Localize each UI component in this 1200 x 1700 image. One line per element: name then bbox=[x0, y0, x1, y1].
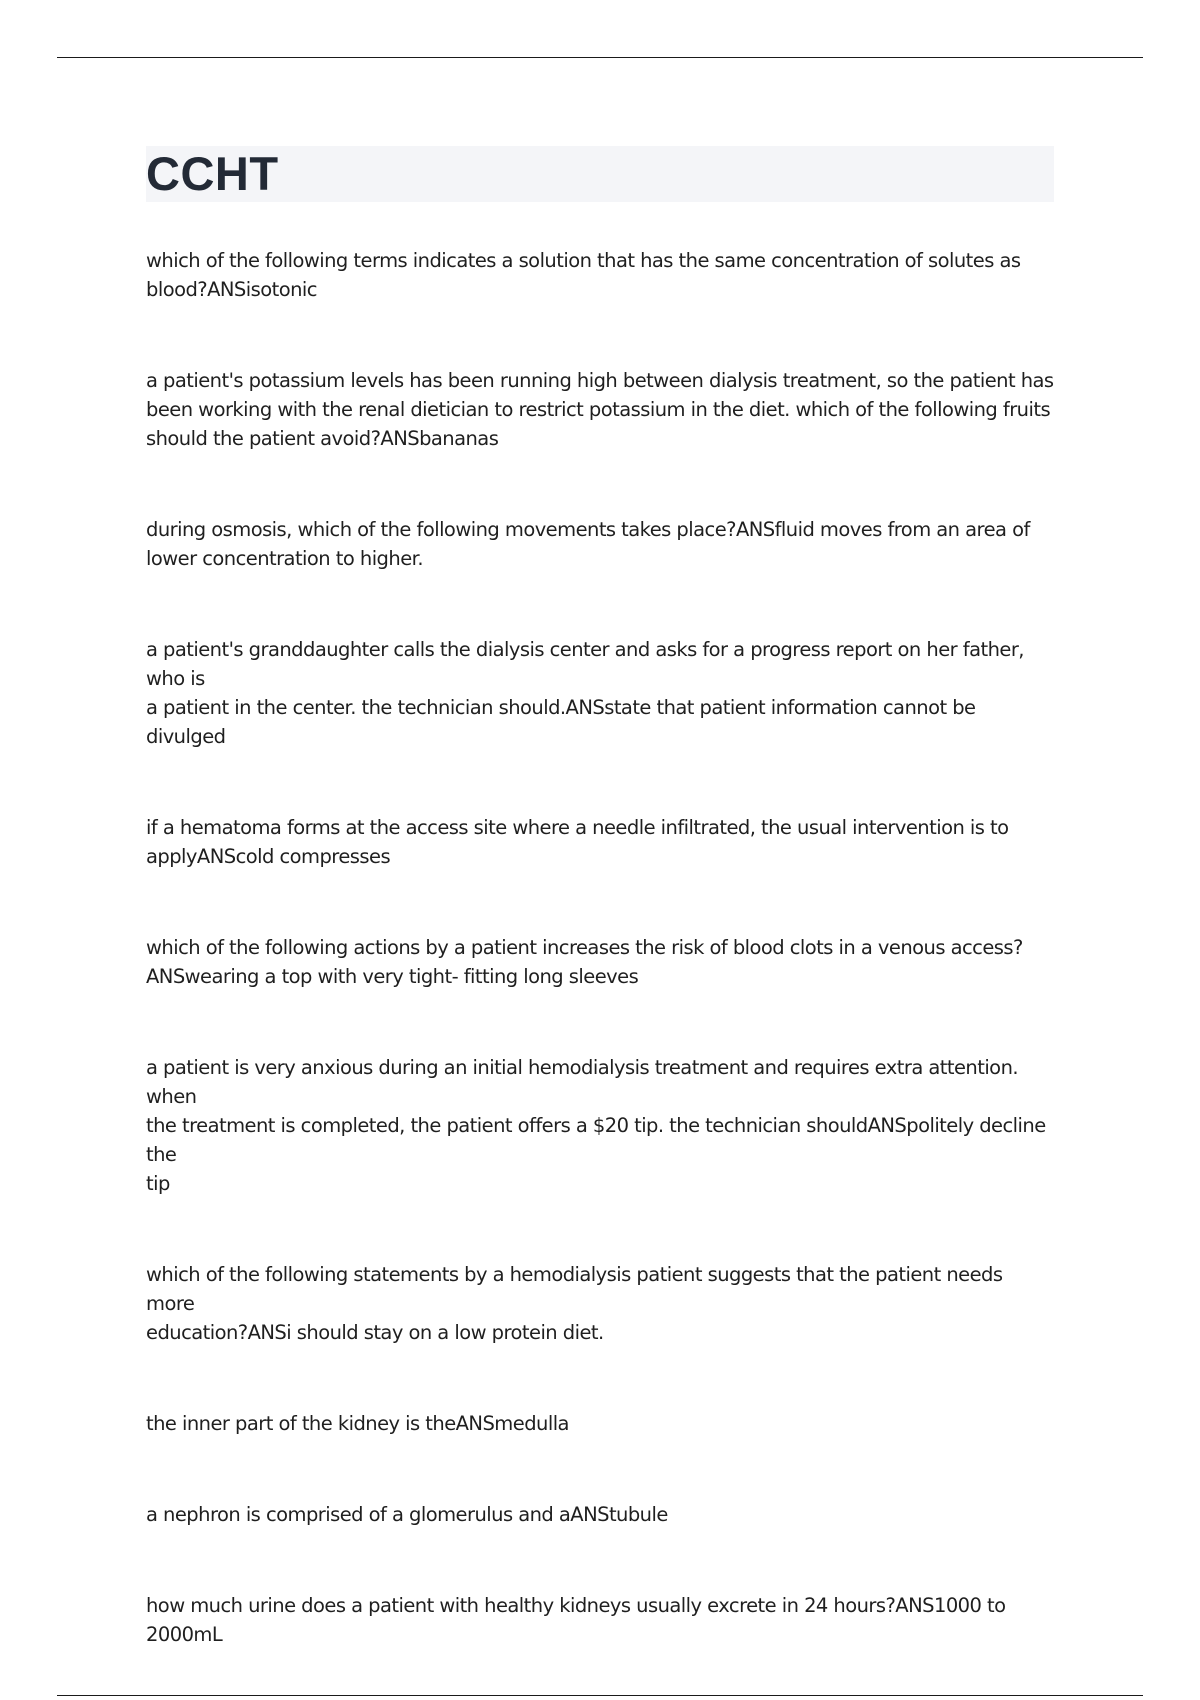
qa-item-10: a nephron is comprised of a glomerulus and aANStubule bbox=[146, 1503, 668, 1526]
qa-item-9: the inner part of the kidney is theANSmedulla bbox=[146, 1412, 569, 1435]
qa-item-5: if a hematoma forms at the access site where a needle infiltrated, the usual intervention is to applyANScold compresses bbox=[146, 816, 1009, 868]
title-band bbox=[146, 146, 1054, 202]
qa-list bbox=[146, 246, 1056, 1649]
qa-item-2: a patient's potassium levels has been running high between dialysis treatment, so the patient has been working with the renal dietician to restrict potassium in the diet. which of the following fruits should the patient avoid?ANSbananas bbox=[146, 369, 1054, 450]
document-title: CCHT bbox=[146, 147, 279, 200]
qa-item-8: which of the following statements by a hemodialysis patient suggests that the patient needs more education?ANSi should stay on a low protein diet. bbox=[146, 1263, 1003, 1344]
qa-item-7: a patient is very anxious during an initial hemodialysis treatment and requires extra attention. when the treatment is completed, the patient offers a $20 tip. the technician shouldANSpolitely decline the tip bbox=[146, 1056, 1046, 1195]
qa-item-11: how much urine does a patient with healthy kidneys usually excrete in 24 hours?ANS1000 to 2000mL bbox=[146, 1594, 1012, 1646]
qa-item-1: which of the following terms indicates a solution that has the same concentration of solutes as blood?ANSisotonic bbox=[146, 249, 1021, 301]
top-divider bbox=[57, 57, 1143, 58]
bottom-divider bbox=[57, 1695, 1143, 1696]
qa-item-3: during osmosis, which of the following movements takes place?ANSfluid moves from an area of lower concentration to higher. bbox=[146, 518, 1030, 570]
qa-item-6: which of the following actions by a patient increases the risk of blood clots in a venous access? ANSwearing a top with very tight- fitting long sleeves bbox=[146, 936, 1023, 988]
qa-item-4: a patient's granddaughter calls the dialysis center and asks for a progress report on her father, who is a patient in the center. the technician should.ANSstate that patient information cannot be divulged bbox=[146, 638, 1024, 748]
